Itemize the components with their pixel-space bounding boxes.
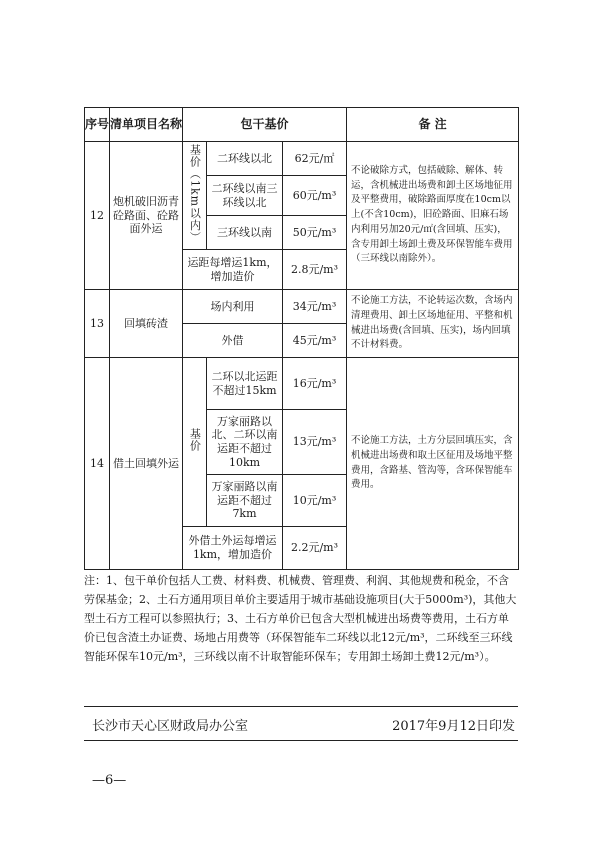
row14-item: 借土回填外运: [110, 358, 183, 570]
row12-sub1-desc: 二环线以北: [207, 142, 283, 176]
row14-sub3-desc: 万家丽路以南运距不超过7km: [207, 475, 283, 527]
table-header-row: [85, 108, 519, 142]
row12-no: 12: [85, 142, 110, 290]
issue-date: 2017年9月12日印发: [392, 719, 515, 734]
row12-sub3-desc: 三环线以南: [207, 216, 283, 250]
row12-item: 炮机破旧沥青砼路面、砼路面外运: [110, 142, 183, 290]
row12-sub2-price: 60元/m³: [283, 176, 347, 216]
header-item: 清单项目名称: [110, 108, 183, 142]
row12-remarks: 不论破除方式，包括破除、解体、转运，含机械进出场费和卸土区场地征用及平整费用，破除路面厚度在10cm以上(不含10cm)，旧砼路面、旧麻石场内利用另加20元/㎡(含回填、压实)，含专用卸土场卸土费及环保智能车费用（三环线以南除外）。: [347, 142, 519, 290]
header-remarks: 备 注: [347, 108, 519, 142]
divider-top: [84, 706, 518, 707]
row13-sub2-price: 45元/m³: [283, 324, 347, 358]
row14-sub1-desc: 二环以北运距不超过15km: [207, 358, 283, 410]
table-row: [85, 358, 519, 410]
row12-extra-price: 2.8元/m³: [283, 250, 347, 290]
page-number: —6—: [92, 773, 127, 788]
row13-sub2-desc: 外借: [183, 324, 283, 358]
row14-base-label: 基价: [183, 358, 207, 527]
row13-remarks: 不论施工方法，不论转运次数，含场内清理费用、卸土区场地征用、平整和机械进出场费(含回填、压实)，场内回填不计材料费。: [347, 290, 519, 358]
table-row: [85, 290, 519, 324]
row14-sub2-desc: 万家丽路以北、二环以南运距不超过10km: [207, 410, 283, 475]
row14-sub3-price: 10元/m³: [283, 475, 347, 527]
row12-sub2-desc: 二环线以南三环线以北: [207, 176, 283, 216]
row14-extra-desc: 外借土外运每增运1km，增加造价: [183, 527, 283, 570]
row13-sub1-price: 34元/m³: [283, 290, 347, 324]
row12-sub1-price: 62元/㎡: [283, 142, 347, 176]
row14-extra-price: 2.2元/m³: [283, 527, 347, 570]
header-no: 序号: [85, 108, 110, 142]
row14-sub1-price: 16元/m³: [283, 358, 347, 410]
header-price: 包干基价: [183, 108, 347, 142]
row14-sub2-price: 13元/m³: [283, 410, 347, 475]
row12-base-label: 基价（1km以内）: [183, 142, 207, 250]
row14-remarks: 不论施工方法，土方分层回填压实，含机械进出场费和取土区征用及场地平整费用，含路基、管沟等，含环保智能车费用。: [347, 358, 519, 570]
row14-no: 14: [85, 358, 110, 570]
table-row: [85, 142, 519, 176]
row12-extra-desc: 运距每增运1km，增加造价: [183, 250, 283, 290]
issuing-office: 长沙市天心区财政局办公室: [92, 719, 249, 734]
divider-bottom: [84, 740, 518, 741]
row13-item: 回填砖渣: [110, 290, 183, 358]
row13-sub1-desc: 场内利用: [183, 290, 283, 324]
row13-no: 13: [85, 290, 110, 358]
footnote: 注：1、包干单价包括人工费、材料费、机械费、管理费、利润、其他规费和税金，不含劳保基金；2、土石方通用项目单价主要适用于城市基础设施项目(大于5000m³)，其他大型土石方工程可以参照执行；3、土石方单价已包含大型机械进出场费等费用，土石方单价已包含渣土办证费、场地占用费等（环保智能车二环线以北12元/m³，二环线至三环线智能环保车10元/m³，三环线以南不计取智能环保车；专用卸土场卸土费12元/m³）。: [84, 574, 517, 663]
price-table: [84, 107, 519, 570]
row12-sub3-price: 50元/m³: [283, 216, 347, 250]
